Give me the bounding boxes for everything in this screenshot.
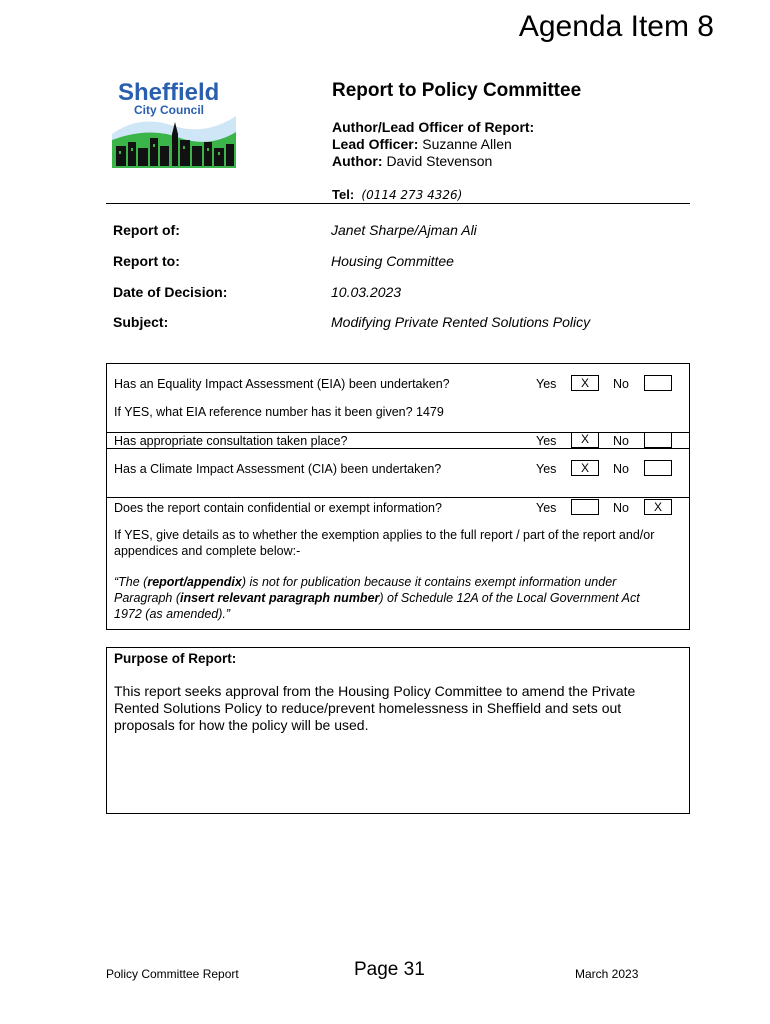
consultation-yes-label: Yes [536, 434, 557, 448]
officer-block [332, 119, 534, 170]
cia-yes-checkbox[interactable]: X [571, 460, 599, 476]
author-name: David Stevenson [386, 153, 493, 169]
report-of-label: Report of: [113, 222, 180, 238]
row-divider [107, 497, 689, 498]
confidential-yes-checkbox[interactable] [571, 499, 599, 515]
consultation-yes-checkbox[interactable]: X [571, 432, 599, 448]
consultation-no-checkbox[interactable] [644, 432, 672, 448]
logo-text-sheffield: Sheffield [118, 79, 220, 106]
tel-number: (0114 273 4326) [361, 188, 463, 202]
confidential-question: Does the report contain confidential or exempt information? [114, 501, 442, 515]
confidential-no-checkbox[interactable]: X [644, 499, 672, 515]
footer-left: Policy Committee Report [106, 967, 239, 981]
lead-officer-name: Suzanne Allen [422, 136, 512, 152]
agenda-item-heading: Agenda Item 8 [518, 10, 714, 43]
telephone [332, 187, 462, 202]
author-label: Author: [332, 153, 383, 169]
cia-question: Has a Climate Impact Assessment (CIA) been undertaken? [114, 462, 442, 476]
subject-label: Subject: [113, 314, 169, 330]
eia-yes-label: Yes [536, 377, 557, 391]
eia-yes-checkbox[interactable]: X [571, 375, 599, 391]
eia-question: Has an Equality Impact Assessment (EIA) been undertaken? [114, 377, 450, 391]
purpose-text: This report seeks approval from the Housing Policy Committee to amend the Private Rented Solutions Policy to reduce/prevent homelessness in Sheffield and sets out proposals for how the policy will be used. [114, 683, 636, 733]
exemption-details-instructions: If YES, give details as to whether the exemption applies to the full report / part of the report and/or appendices and complete below:- [114, 528, 655, 558]
date-of-decision-value: 10.03.2023 [331, 284, 402, 300]
purpose-heading: Purpose of Report: [114, 651, 237, 666]
sheffield-city-council-logo [110, 76, 238, 172]
report-of-value: Janet Sharpe/Ajman Ali [331, 222, 477, 238]
cia-no-checkbox[interactable] [644, 460, 672, 476]
confidential-no-label: No [613, 501, 629, 515]
row-divider [107, 432, 689, 433]
cia-yes-label: Yes [536, 462, 557, 476]
date-of-decision-label: Date of Decision: [113, 284, 228, 300]
eia-no-checkbox[interactable] [644, 375, 672, 391]
report-title: Report to Policy Committee [332, 80, 582, 101]
row-divider [107, 448, 689, 449]
consultation-question: Has appropriate consultation taken place? [114, 434, 348, 448]
purpose-of-report-box [106, 647, 690, 814]
officer-heading: Author/Lead Officer of Report: [332, 119, 535, 135]
page-number: Page 31 [354, 959, 425, 980]
report-to-value: Housing Committee [331, 253, 454, 269]
assessment-questions-box [106, 363, 690, 630]
footer-right: March 2023 [575, 967, 639, 981]
header-divider [106, 203, 690, 204]
eia-no-label: No [613, 377, 629, 391]
tel-label: Tel: [332, 187, 355, 202]
cia-no-label: No [613, 462, 629, 476]
report-to-label: Report to: [113, 253, 180, 269]
exemption-statement: “The (report/appendix) is not for publication because it contains exempt information under Paragraph (insert relevant paragraph number) of Schedule 12A of the Local Government Act 1972 (as amended).” [114, 575, 640, 621]
confidential-yes-label: Yes [536, 501, 557, 515]
subject-value: Modifying Private Rented Solutions Policy [331, 314, 591, 330]
logo-text-city-council: City Council [134, 103, 205, 117]
lead-officer-label: Lead Officer: [332, 136, 419, 152]
consultation-no-label: No [613, 434, 629, 448]
eia-reference: If YES, what EIA reference number has it been given? 1479 [114, 405, 444, 419]
